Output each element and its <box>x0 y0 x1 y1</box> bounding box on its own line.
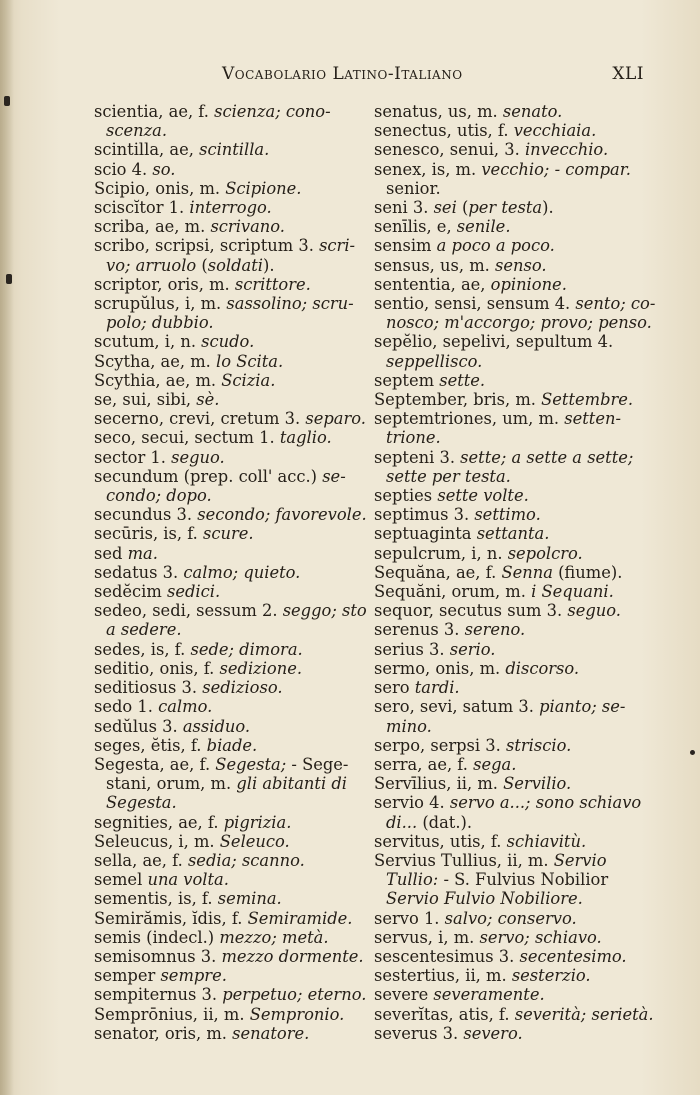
entry-line <box>94 505 367 525</box>
headword-text: (fiume). <box>552 562 623 582</box>
headword-text: scio 4. <box>94 159 153 179</box>
headword-text: secūris, is, f. <box>94 524 203 544</box>
translation-text: discorso. <box>505 658 580 678</box>
headword-text: secundus 3. <box>94 505 198 525</box>
translation-text: severamente. <box>433 985 545 1005</box>
translation-text: sette; a sette a sette; <box>460 447 634 467</box>
translation-text: scenza. <box>106 121 168 141</box>
entry-line <box>94 352 360 371</box>
entry-line <box>94 928 360 947</box>
headword-text: sequor, secutus sum 3. <box>374 601 568 621</box>
translation-text: invecchio. <box>524 140 609 160</box>
entry-line <box>94 140 360 159</box>
translation-text: Servio <box>553 850 607 870</box>
entry-line <box>94 870 360 889</box>
translation-text: sedizione. <box>219 658 303 678</box>
headword-text: Servius Tullius, ii, m. <box>374 850 554 870</box>
headword-text: serius 3. <box>374 639 450 659</box>
entry-line <box>374 851 656 870</box>
translation-text: scrittore. <box>234 274 311 294</box>
entry-line <box>374 140 656 159</box>
translation-text: servo; schiavo. <box>479 927 602 947</box>
translation-text: opinione. <box>490 274 567 294</box>
entry-line <box>374 332 656 351</box>
translation-text: Servio Fulvio Nobiliore. <box>386 889 583 909</box>
entry-line <box>374 256 656 275</box>
headword-text: sensus, us, m. <box>374 255 496 275</box>
translation-text: scienza; cono- <box>214 102 331 121</box>
headword-text: Semprōnius, ii, m. <box>94 1004 250 1024</box>
entry-line <box>374 390 656 409</box>
translation-text: sede; dimora. <box>190 639 303 659</box>
translation-text: sassolino; scru- <box>226 294 354 314</box>
headword-text: sedes, is, f. <box>94 639 191 659</box>
entry-line <box>374 313 656 332</box>
translation-text: biade. <box>206 735 258 755</box>
headword-text: scriba, ae, m. <box>94 217 211 237</box>
headword-text: servitus, utis, f. <box>374 831 507 851</box>
headword-text: September, bris, m. <box>374 390 542 410</box>
translation-text: senatore. <box>232 1023 310 1043</box>
entry-line <box>94 236 360 255</box>
translation-text: ma. <box>127 543 158 563</box>
entry-line <box>374 985 656 1004</box>
entry-line <box>94 717 360 736</box>
headword-text: septem <box>374 370 440 390</box>
entry-line <box>94 563 360 582</box>
translation-text: separo. <box>305 409 366 429</box>
headword-text: seditiosus 3. <box>94 678 203 698</box>
headword-text: scrupŭlus, i, m. <box>94 294 227 314</box>
translation-text: serio. <box>449 639 496 659</box>
entry-line <box>94 198 360 217</box>
translation-text: taglio. <box>279 428 332 448</box>
translation-text: Scizia. <box>221 370 276 390</box>
translation-text: senso. <box>495 255 547 275</box>
page-header <box>222 64 644 88</box>
entry-line <box>374 889 656 908</box>
translation-text: mezzo dormente. <box>221 946 364 966</box>
headword-text: senator, oris, m. <box>94 1023 233 1043</box>
headword-text: sempiternus 3. <box>94 985 223 1005</box>
translation-text: scudo. <box>201 332 255 352</box>
entry-line <box>374 505 656 524</box>
translation-text: Sempronio. <box>249 1004 345 1024</box>
headword-text: sententia, ae, <box>374 274 491 294</box>
entry-line <box>374 697 656 716</box>
headword-text: Semirămis, ĭdis, f. <box>94 908 248 928</box>
translation-text: seggo; sto <box>282 601 367 621</box>
translation-text: sempre. <box>160 966 227 986</box>
headword-text: sedo 1. <box>94 697 159 717</box>
headword-text: serpo, serpsi 3. <box>374 735 506 755</box>
entry-line <box>94 448 360 467</box>
headword-text: sciscĭtor 1. <box>94 198 190 218</box>
translation-text: Servilio. <box>503 774 572 794</box>
entry-line <box>94 256 360 275</box>
headword-text: scribo, scripsi, scriptum 3. <box>94 236 320 256</box>
translation-text: calmo; quieto. <box>183 562 301 582</box>
headword-text: semis (indecl.) <box>94 927 220 947</box>
page-number: XLI <box>612 64 644 84</box>
entry-line <box>374 371 656 390</box>
translation-text: sedia; scanno. <box>187 850 305 870</box>
translation-text: sento; co- <box>575 294 656 314</box>
headword-text: seditio, onis, f. <box>94 658 220 678</box>
headword-text: septimus 3. <box>374 505 475 525</box>
headword-text: severus 3. <box>374 1023 464 1043</box>
translation-text: i Sequani. <box>531 582 614 602</box>
translation-text: setten- <box>564 409 621 429</box>
translation-text: so. <box>152 159 176 179</box>
entry-line <box>374 870 656 889</box>
entry-line <box>94 371 360 390</box>
translation-text: vecchiaia. <box>513 121 597 141</box>
translation-text: scintilla. <box>199 140 270 160</box>
right-column <box>374 102 656 1043</box>
entry-line <box>374 102 656 121</box>
entry-line <box>94 966 360 985</box>
entry-line <box>94 524 360 543</box>
headword-text: sedeo, sedi, sessum 2. <box>94 601 283 621</box>
translation-text: interrogo. <box>189 198 272 218</box>
entry-line <box>374 544 656 563</box>
headword-text: sescentesimus 3. <box>374 946 520 966</box>
translation-text: settanta. <box>476 524 550 544</box>
entry-line <box>374 832 656 851</box>
entry-line <box>374 160 656 179</box>
translation-text: secondo; favorevole. <box>197 505 367 525</box>
entry-line <box>94 544 360 563</box>
translation-text: se- <box>322 466 346 486</box>
headword-text: sementis, is, f. <box>94 889 218 909</box>
entry-line <box>94 832 360 851</box>
entry-line <box>94 774 360 793</box>
entry-line <box>374 217 656 236</box>
headword-text: sestertius, ii, m. <box>374 966 512 986</box>
headword-text: semel <box>94 870 148 890</box>
entry-line <box>94 659 360 678</box>
entry-line <box>94 486 360 505</box>
entry-line <box>374 428 656 447</box>
translation-text: salvo; conservo. <box>444 908 577 928</box>
headword-text: - S. Fulvius Nobilior <box>438 870 609 890</box>
entry-line <box>374 179 656 198</box>
translation-text: semina. <box>217 889 282 909</box>
entry-line <box>374 294 656 313</box>
entry-line <box>94 332 360 351</box>
entry-line <box>374 755 656 774</box>
translation-text: seppellisco. <box>386 351 483 371</box>
translation-text: schiavitù. <box>506 831 587 851</box>
headword-text: scriptor, oris, m. <box>94 274 235 294</box>
headword-text: sepĕlio, sepelivi, sepultum 4. <box>374 332 614 352</box>
entry-line <box>374 678 656 697</box>
translation-text: vecchio; - compar. <box>481 159 631 179</box>
headword-text: senesco, senui, 3. <box>374 140 525 160</box>
entry-line <box>374 524 656 543</box>
entry-line <box>94 946 364 966</box>
headword-text: scintilla, ae, <box>94 140 200 160</box>
headword-text: ). <box>263 255 275 275</box>
translation-text: senato. <box>502 102 563 121</box>
headword-text: sero, sevi, satum 3. <box>374 697 540 717</box>
headword-text: Segesta, ae, f. <box>94 754 216 774</box>
translation-text: Semiramide. <box>247 908 353 928</box>
headword-text: senatus, us, m. <box>374 102 503 121</box>
headword-text: ( <box>461 198 469 218</box>
translation-text: sedizioso. <box>202 678 283 698</box>
translation-text: vo; arruolo <box>106 255 202 275</box>
translation-text: di... <box>386 812 418 832</box>
entry-line <box>94 851 360 870</box>
headword-text: secerno, crevi, cretum 3. <box>94 409 306 429</box>
entry-line <box>374 909 656 928</box>
entry-line <box>374 236 656 255</box>
translation-text: sedici. <box>167 582 221 602</box>
translation-text: sei <box>433 198 462 218</box>
entry-line <box>94 736 360 755</box>
entry-line <box>94 620 360 639</box>
entry-line <box>374 813 656 832</box>
headword-text: senīlis, e, <box>374 217 457 237</box>
translation-text: sette. <box>439 370 486 390</box>
entry-line <box>374 486 656 505</box>
translation-text: gli abitanti di <box>236 774 347 794</box>
translation-text: trione. <box>386 428 441 448</box>
headword-text: scutum, i, n. <box>94 332 202 352</box>
headword-text: sentio, sensi, sensum 4. <box>374 294 576 314</box>
translation-text: scrivano. <box>210 217 285 237</box>
translation-text: striscio. <box>506 735 572 755</box>
entry-line <box>94 755 360 774</box>
translation-text: senile. <box>456 217 511 237</box>
ink-spot <box>690 750 695 755</box>
entry-line <box>374 659 656 678</box>
headword-text: sensim <box>374 236 437 256</box>
entry-line <box>94 601 367 621</box>
headword-text: Scipio, onis, m. <box>94 178 226 198</box>
translation-text: secentesimo. <box>519 946 627 966</box>
entry-line <box>94 467 360 486</box>
entry-line <box>94 889 360 908</box>
translation-text: servo a...; sono schiavo <box>449 793 642 813</box>
translation-text: seguo. <box>171 447 225 467</box>
headword-text: sedĕcim <box>94 582 167 602</box>
headword-text: - Sege- <box>286 754 349 774</box>
translation-text: calmo. <box>158 697 213 717</box>
headword-text: stani, orum, m. <box>106 774 237 794</box>
entry-line <box>374 1024 656 1043</box>
translation-text: settimo. <box>474 505 541 525</box>
headword-text: senior. <box>386 178 441 198</box>
headword-text: septuaginta <box>374 524 477 544</box>
ink-spot <box>6 274 12 284</box>
entry-line <box>94 640 360 659</box>
headword-text: servio 4. <box>374 793 450 813</box>
headword-text: serra, ae, f. <box>374 754 474 774</box>
headword-text: (dat.). <box>417 812 473 832</box>
entry-line <box>374 121 656 140</box>
headword-text: sepulcrum, i, n. <box>374 543 508 563</box>
headword-text: Servīlius, ii, m. <box>374 774 504 794</box>
translation-text: assiduo. <box>182 716 251 736</box>
headword-text: ). <box>542 198 554 218</box>
translation-text: seguo. <box>567 601 621 621</box>
headword-text: senectus, utis, f. <box>374 121 514 141</box>
headword-text: Scytha, ae, m. <box>94 351 217 371</box>
entry-line <box>94 179 360 198</box>
entry-line <box>374 352 656 371</box>
translation-text: pigrizia. <box>223 812 292 832</box>
headword-text: secundum (prep. coll' acc.) <box>94 466 323 486</box>
translation-text: mino. <box>386 716 432 736</box>
entry-line <box>374 928 656 947</box>
entry-line <box>94 813 360 832</box>
translation-text: severo. <box>463 1023 523 1043</box>
translation-text: per testa <box>468 198 543 218</box>
headword-text: Scythia, ae, m. <box>94 370 222 390</box>
headword-text: servo 1. <box>374 908 445 928</box>
headword-text: serenus 3. <box>374 620 465 640</box>
entry-line <box>94 409 366 429</box>
ink-spot <box>4 96 10 106</box>
entry-line <box>94 294 360 313</box>
entry-line <box>94 985 367 1005</box>
translation-text: lo Scita. <box>216 351 284 371</box>
translation-text: Seleuco. <box>219 831 290 851</box>
headword-text: se, sui, sibi, <box>94 390 197 410</box>
entry-line <box>374 736 656 755</box>
headword-text: severĭtas, atis, f. <box>374 1004 515 1024</box>
headword-text: seni 3. <box>374 198 434 218</box>
entry-line <box>94 697 360 716</box>
entry-line <box>94 313 360 332</box>
headword-text: senex, is, m. <box>374 159 482 179</box>
translation-text: sette per testa. <box>386 466 511 486</box>
entry-line <box>374 1005 656 1024</box>
entry-line <box>94 909 360 928</box>
translation-text: Segesta; <box>215 754 287 774</box>
entry-line <box>94 275 360 294</box>
headword-text: Sequăni, orum, m. <box>374 582 532 602</box>
left-column <box>94 102 367 1043</box>
headword-text: semisomnus 3. <box>94 946 222 966</box>
headword-text: sedŭlus 3. <box>94 716 183 736</box>
translation-text: nosco; m'accorgo; provo; penso. <box>386 313 652 333</box>
headword-text: Seleucus, i, m. <box>94 831 220 851</box>
entry-line <box>94 217 360 236</box>
translation-text: pianto; se- <box>539 697 626 717</box>
headword-text: semper <box>94 966 161 986</box>
entry-line <box>374 640 656 659</box>
entry-line <box>94 1024 360 1043</box>
entry-line <box>94 678 360 697</box>
entry-line <box>94 1005 360 1024</box>
translation-text: severità; serietà. <box>514 1004 654 1024</box>
headword-text: sermo, onis, m. <box>374 658 506 678</box>
translation-text: Segesta. <box>106 793 177 813</box>
translation-text: sesterzio. <box>511 966 591 986</box>
translation-text: a poco a poco. <box>436 236 555 256</box>
translation-text: scri- <box>319 236 356 256</box>
translation-text: polo; dubbio. <box>106 313 214 333</box>
headword-text: sed <box>94 543 128 563</box>
translation-text: Tullio: <box>386 870 439 890</box>
entry-line <box>374 198 656 217</box>
entry-line <box>374 620 656 639</box>
translation-text: a sedere. <box>106 620 182 640</box>
running-title: Vocabolario Latino-Italiano <box>222 64 463 84</box>
entry-line <box>374 467 656 486</box>
entry-line <box>374 409 656 428</box>
headword-text: Sequăna, ae, f. <box>374 562 502 582</box>
headword-text: scientia, ae, f. <box>94 102 215 121</box>
headword-text: ( <box>201 255 208 275</box>
entry-line <box>94 160 360 179</box>
translation-text: sereno. <box>464 620 526 640</box>
headword-text: servus, i, m. <box>374 927 480 947</box>
translation-text: sega. <box>473 754 517 774</box>
headword-text: segnities, ae, f. <box>94 812 224 832</box>
headword-text: seges, ĕtis, f. <box>94 735 207 755</box>
entry-line <box>94 121 360 140</box>
entry-line <box>374 774 656 793</box>
entry-line <box>374 966 656 985</box>
translation-text: Scipione. <box>225 178 302 198</box>
entry-line <box>374 582 656 601</box>
translation-text: Settembre. <box>541 390 634 410</box>
translation-text: sette volte. <box>437 486 529 506</box>
entry-line <box>94 582 360 601</box>
entry-line <box>94 390 360 409</box>
headword-text: sedatus 3. <box>94 562 184 582</box>
translation-text: sepolcro. <box>507 543 583 563</box>
translation-text: una volta. <box>147 870 229 890</box>
headword-text: septeni 3. <box>374 447 461 467</box>
entry-line <box>374 793 656 812</box>
entry-line <box>94 102 360 121</box>
translation-text: soldati <box>207 255 264 275</box>
entry-line <box>374 448 656 467</box>
translation-text: Senna <box>501 562 553 582</box>
headword-text: sero <box>374 678 415 698</box>
headword-text: septemtriones, um, m. <box>374 409 565 429</box>
translation-text: mezzo; metà. <box>219 927 329 947</box>
translation-text: condo; dopo. <box>106 486 212 506</box>
entry-line <box>374 717 656 736</box>
translation-text: sè. <box>196 390 220 410</box>
entry-line <box>374 947 656 966</box>
headword-text: septies <box>374 486 438 506</box>
translation-text: scure. <box>203 524 254 544</box>
headword-text: severe <box>374 985 434 1005</box>
translation-text: perpetuo; eterno. <box>222 985 367 1005</box>
entry-line <box>94 428 360 447</box>
headword-text: sector 1. <box>94 447 172 467</box>
headword-text: seco, secui, sectum 1. <box>94 428 280 448</box>
entry-line <box>374 601 656 620</box>
headword-text: sella, ae, f. <box>94 850 188 870</box>
entry-line <box>374 275 656 294</box>
gutter-shadow <box>0 0 14 1095</box>
entry-line <box>374 563 656 582</box>
entry-line <box>94 793 360 812</box>
translation-text: tardi. <box>414 678 460 698</box>
